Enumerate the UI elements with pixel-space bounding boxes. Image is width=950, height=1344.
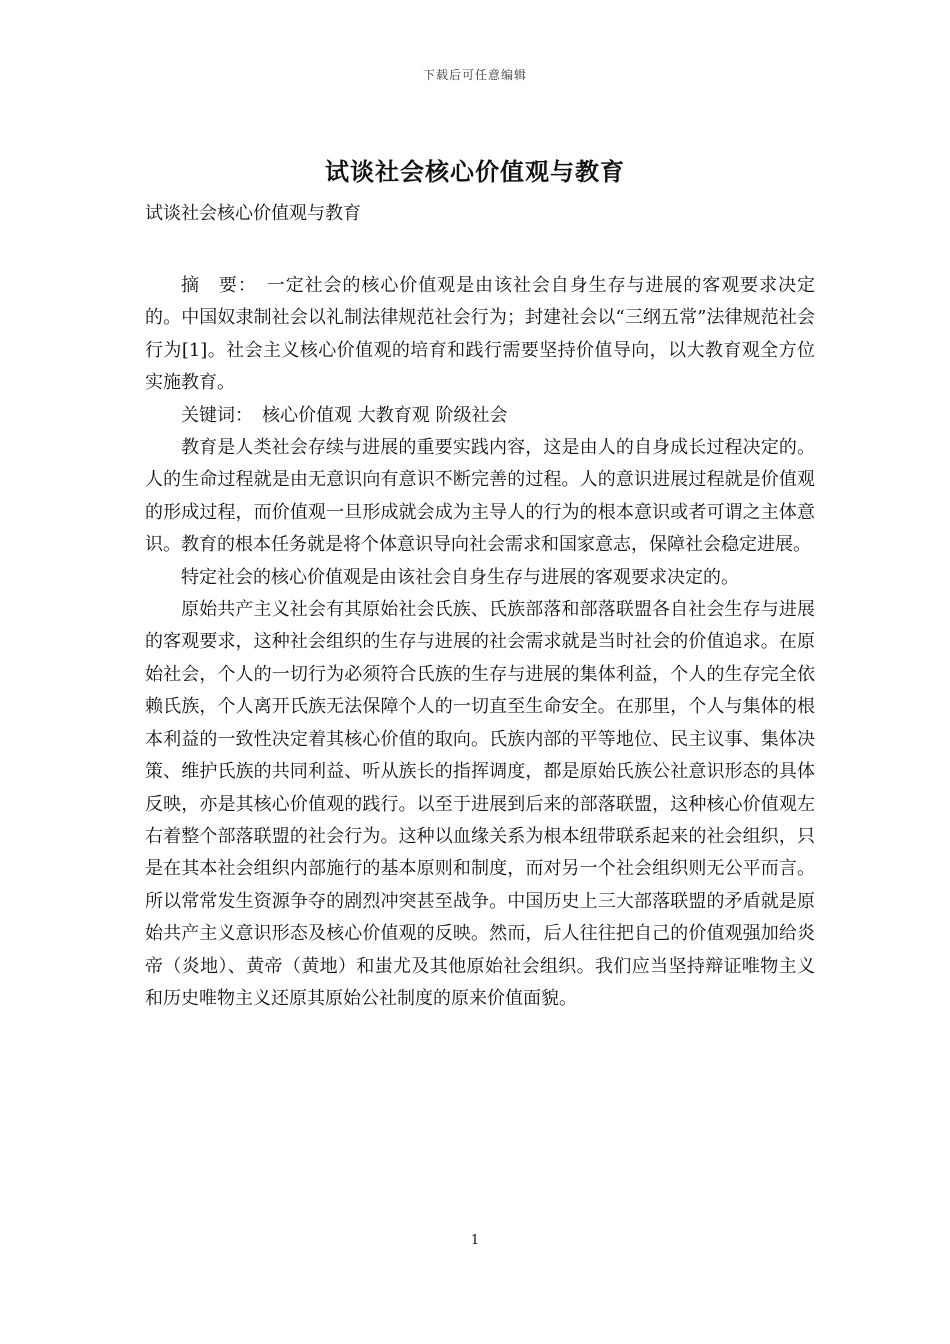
- body-paragraph: 原始共产主义社会有其原始社会氏族、氏族部落和部落联盟各自社会生存与进展的客观要求，这种社会组织的生存与进展的社会需求就是当时社会的价值追求。在原始社会，个人的一切行为必须符合氏族的生存与进展的集体利益，个人的生存完全依赖氏族，个人离开氏族无法保障个人的一切直至生命安全。在那里，个人与集体的根本利益的一致性决定着其核心价值的取向。氏族内部的平等地位、民主议事、集体决策、维护氏族的共同利益、听从族长的指挥调度，都是原始氏族公社意识形态的具体反映，亦是其核心价值观的践行。以至于进展到后来的部落联盟，这种核心价值观左右着整个部落联盟的社会行为。这种以血缘关系为根本纽带联系起来的社会组织，只是在其本社会组织内部施行的基本原则和制度，而对另一个社会组织则无公平而言。所以常常发生资源争夺的剧烈冲突甚至战争。中国历史上三大部落联盟的矛盾就是原始共产主义意识形态及核心价值观的反映。然而，后人往往把自己的价值观强加给炎帝（炎地）、黄帝（黄地）和蚩尤及其他原始社会组织。我们应当坚持辩证唯物主义和历史唯物主义还原其原始公社制度的原来价值面貌。: [145, 599, 815, 1009]
- body-text: [145, 270, 815, 1015]
- document-title: 试谈社会核心价值观与教育: [325, 157, 625, 186]
- document-subtitle: 试谈社会核心价值观与教育: [145, 203, 361, 224]
- body-paragraph: 教育是人类社会存续与进展的重要实践内容，这是由人的自身成长过程决定的。人的生命过程就是由无意识向有意识不断完善的过程。人的意识进展过程就是价值观的形成过程，而价值观一旦形成就会成为主导人的行为的根本意识或者可谓之主体意识。教育的根本任务就是将个体意识导向社会需求和国家意志，保障社会稳定进展。: [145, 437, 815, 556]
- abstract-paragraph: 摘 要： 一定社会的核心价值观是由该社会自身生存与进展的客观要求决定的。中国奴隶制社会以礼制法律规范社会行为；封建社会以“三纲五常”法律规范社会行为[1]。社会主义核心价值观的培育和践行需要坚持价值导向，以大教育观全方位实施教育。: [145, 275, 815, 394]
- keywords-paragraph: 关键词： 核心价值观 大教育观 阶级社会: [181, 404, 508, 426]
- header-note: 下载后可任意编辑: [422, 68, 527, 82]
- body-paragraph: 特定社会的核心价值观是由该社会自身生存与进展的客观要求决定的。: [181, 566, 739, 588]
- page-number: 1: [470, 1233, 480, 1248]
